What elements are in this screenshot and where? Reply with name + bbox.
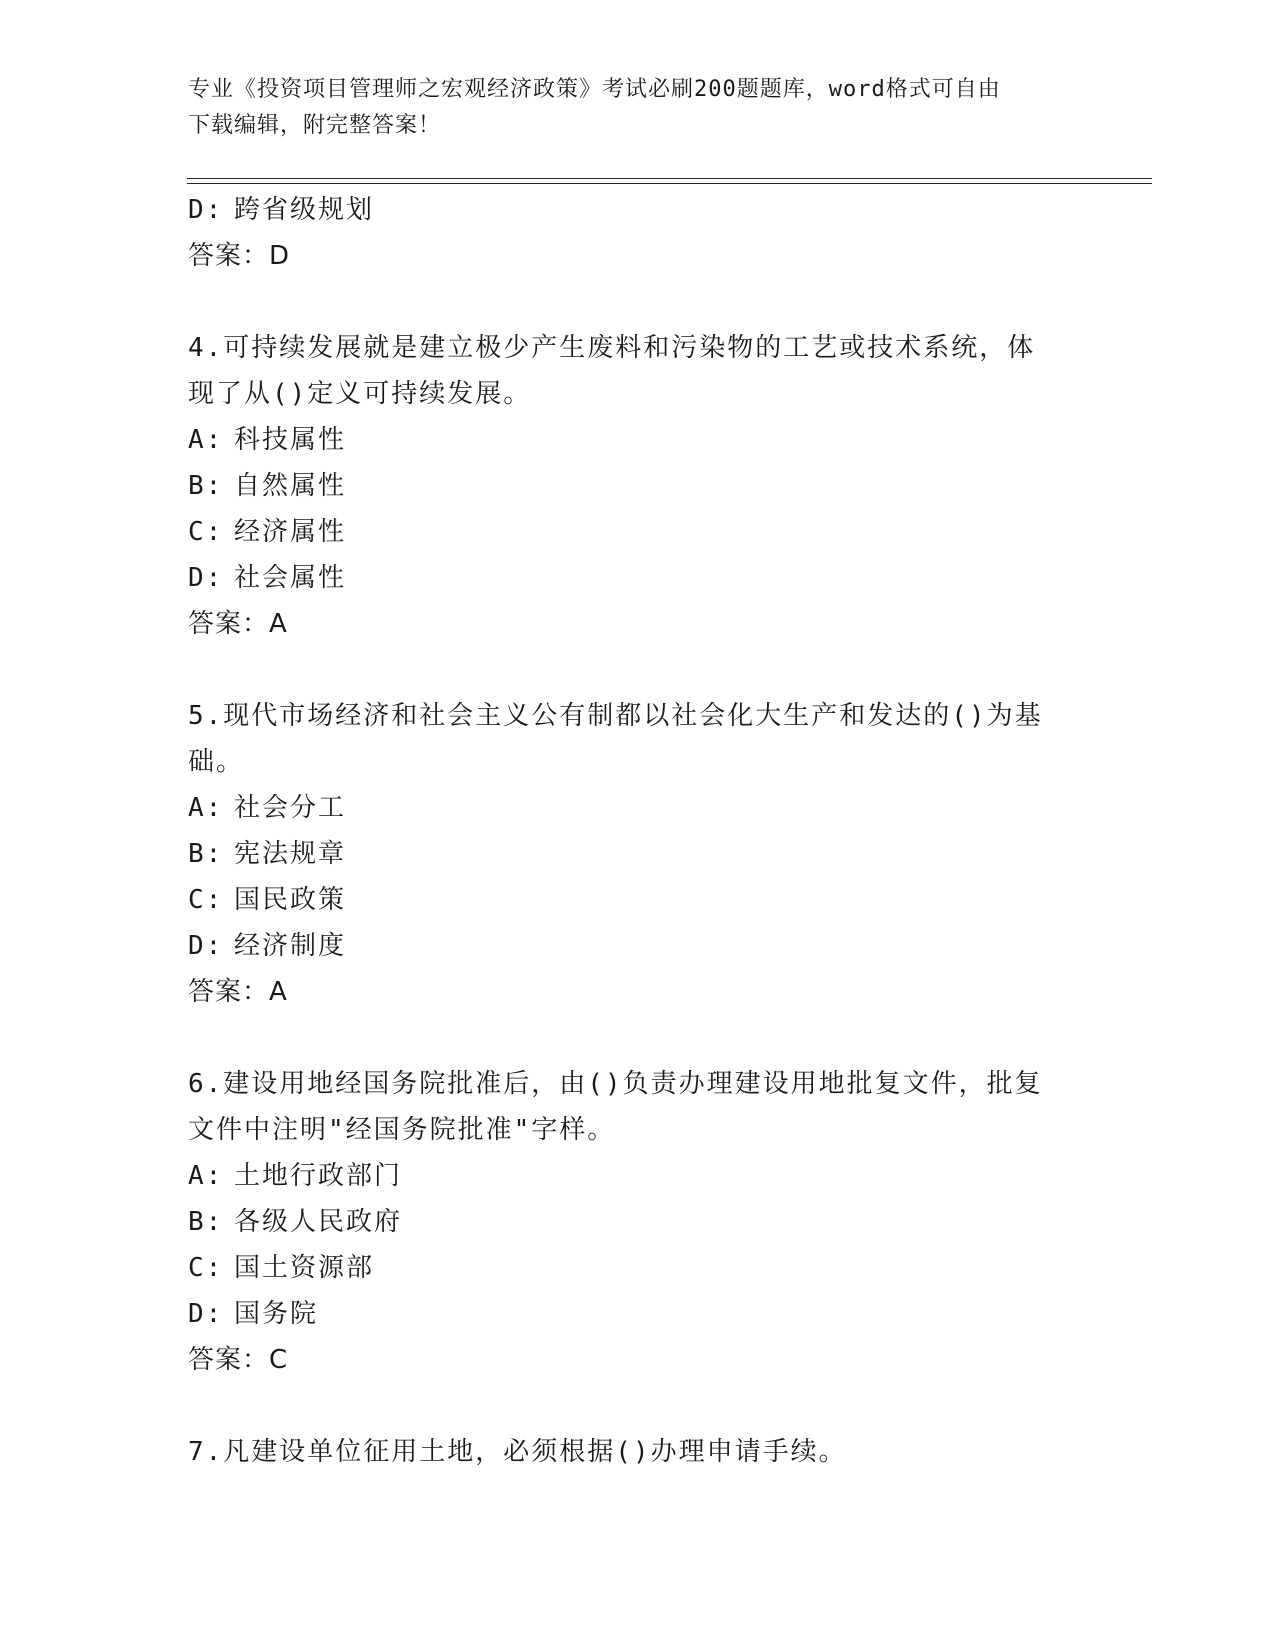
- option-text: 社会属性: [234, 563, 347, 593]
- option-a: [188, 785, 1068, 831]
- question-7-stem: [188, 1429, 1068, 1475]
- option-d: [188, 555, 1068, 601]
- option-text: 各级人民政府: [234, 1207, 403, 1237]
- option-text: 经济制度: [234, 931, 347, 961]
- option-d: [188, 187, 1068, 233]
- option-label: D:: [188, 563, 224, 593]
- option-c: [188, 1245, 1068, 1291]
- answer: 答案：A: [188, 609, 288, 639]
- option-text: 宪法规章: [234, 839, 347, 869]
- option-c: [188, 877, 1068, 923]
- option-label: A:: [188, 1161, 224, 1191]
- option-label: D:: [188, 1299, 224, 1329]
- option-text: 土地行政部门: [234, 1161, 403, 1191]
- option-label: A:: [188, 425, 224, 455]
- option-text: 国务院: [234, 1299, 319, 1329]
- option-label: B:: [188, 471, 224, 501]
- option-label: C:: [188, 517, 224, 547]
- header-divider-top: [187, 178, 1152, 179]
- question-line: 6.建设用地经国务院批准后，由()负责办理建设用地批复文件，批复: [188, 1069, 1043, 1099]
- question-line: 5.现代市场经济和社会主义公有制都以社会化大生产和发达的()为基: [188, 701, 1043, 731]
- option-text: 跨省级规划: [234, 195, 375, 225]
- question-line: 4.可持续发展就是建立极少产生废料和污染物的工艺或技术系统，体: [188, 333, 1036, 363]
- answer: 答案：A: [188, 977, 288, 1007]
- option-d: [188, 923, 1068, 969]
- question-line: 现了从()定义可持续发展。: [188, 379, 532, 409]
- document-body: [188, 187, 1068, 1475]
- option-b: [188, 463, 1068, 509]
- option-d: [188, 1291, 1068, 1337]
- question-6-stem: [188, 1061, 1068, 1153]
- option-label: D:: [188, 931, 224, 961]
- option-a: [188, 1153, 1068, 1199]
- option-label: B:: [188, 1207, 224, 1237]
- answer: 答案：D: [188, 241, 291, 271]
- question-line: 文件中注明"经国务院批准"字样。: [188, 1115, 616, 1145]
- header-line-2: 下载编辑，附完整答案！: [188, 113, 442, 138]
- option-label: C:: [188, 1253, 224, 1283]
- header-line-1: 专业《投资项目管理师之宏观经济政策》考试必刷200题题库，word格式可自由: [188, 77, 1001, 102]
- option-b: [188, 1199, 1068, 1245]
- option-label: C:: [188, 885, 224, 915]
- option-text: 自然属性: [234, 471, 347, 501]
- option-text: 国土资源部: [234, 1253, 375, 1283]
- option-text: 社会分工: [234, 793, 347, 823]
- question-line: 础。: [188, 747, 245, 777]
- question-line: 7.凡建设单位征用土地，必须根据()办理申请手续。: [188, 1437, 847, 1467]
- header-divider-bottom: [187, 183, 1152, 184]
- option-b: [188, 831, 1068, 877]
- question-5-stem: [188, 693, 1068, 785]
- question-4-stem: [188, 325, 1068, 417]
- option-label: B:: [188, 839, 224, 869]
- option-text: 经济属性: [234, 517, 347, 547]
- option-text: 科技属性: [234, 425, 347, 455]
- option-label: A:: [188, 793, 224, 823]
- option-text: 国民政策: [234, 885, 347, 915]
- document-header: [188, 72, 1068, 144]
- option-label: D:: [188, 195, 224, 225]
- option-c: [188, 509, 1068, 555]
- answer: 答案：C: [188, 1345, 289, 1375]
- option-a: [188, 417, 1068, 463]
